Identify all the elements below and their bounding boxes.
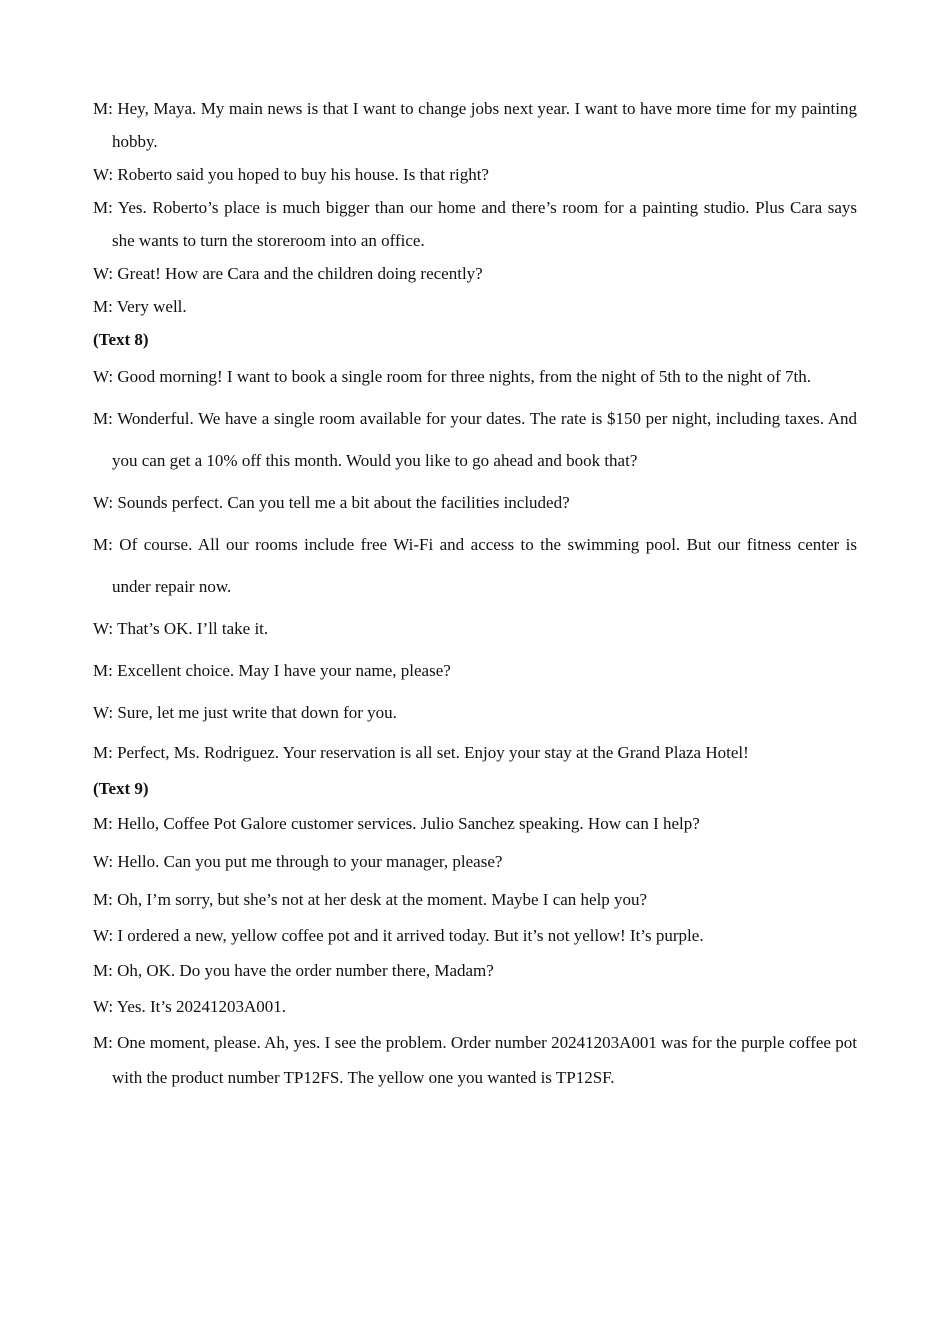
dialogue-line: W: Great! How are Cara and the children doing recently? bbox=[93, 264, 483, 283]
section-heading-text8: (Text 8) bbox=[93, 330, 149, 349]
dialogue-line: M: One moment, please. Ah, yes. I see the problem. Order number 20241203A001 was for the purple coffee pot with the product number TP12FS. The yellow one you wanted is TP12SF. bbox=[93, 1033, 857, 1087]
dialogue-line: M: Oh, OK. Do you have the order number there, Madam? bbox=[93, 961, 494, 980]
dialogue-line: M: Very well. bbox=[93, 297, 187, 316]
dialogue-line: W: Yes. It’s 20241203A001. bbox=[93, 997, 286, 1016]
dialogue-line: M: Perfect, Ms. Rodriguez. Your reservation is all set. Enjoy your stay at the Grand Plaza Hotel! bbox=[93, 743, 749, 762]
document-page bbox=[93, 92, 857, 1095]
dialogue-line: M: Excellent choice. May I have your name, please? bbox=[93, 661, 451, 680]
dialogue-line: W: Sounds perfect. Can you tell me a bit about the facilities included? bbox=[93, 493, 570, 512]
dialogue-line: W: Hello. Can you put me through to your manager, please? bbox=[93, 852, 503, 871]
dialogue-line: W: That’s OK. I’ll take it. bbox=[93, 619, 269, 638]
dialogue-line: W: I ordered a new, yellow coffee pot and it arrived today. But it’s not yellow! It’s purple. bbox=[93, 926, 704, 945]
dialogue-line: M: Hey, Maya. My main news is that I want to change jobs next year. I want to have more time for my painting hobby. bbox=[93, 99, 857, 151]
dialogue-line: W: Good morning! I want to book a single room for three nights, from the night of 5th to the night of 7th. bbox=[93, 367, 811, 386]
text7-dialogue bbox=[93, 92, 857, 323]
dialogue-line: M: Of course. All our rooms include free Wi-Fi and access to the swimming pool. But our fitness center is under repair now. bbox=[93, 535, 857, 596]
dialogue-line: M: Yes. Roberto’s place is much bigger than our home and there’s room for a painting studio. Plus Cara says she wants to turn the storeroom into an office. bbox=[93, 198, 857, 250]
dialogue-line: M: Hello, Coffee Pot Galore customer services. Julio Sanchez speaking. How can I help? bbox=[93, 814, 700, 833]
dialogue-line: W: Roberto said you hoped to buy his house. Is that right? bbox=[93, 165, 489, 184]
section-heading-text9: (Text 9) bbox=[93, 779, 149, 798]
text8-dialogue bbox=[93, 356, 857, 772]
dialogue-line: M: Wonderful. We have a single room available for your dates. The rate is $150 per night, including taxes. And you can get a 10% off this month. Would you like to go ahead and book that? bbox=[93, 409, 857, 470]
dialogue-line: W: Sure, let me just write that down for you. bbox=[93, 703, 397, 722]
text9-dialogue bbox=[93, 805, 857, 1095]
dialogue-line: M: Oh, I’m sorry, but she’s not at her desk at the moment. Maybe I can help you? bbox=[93, 890, 648, 909]
